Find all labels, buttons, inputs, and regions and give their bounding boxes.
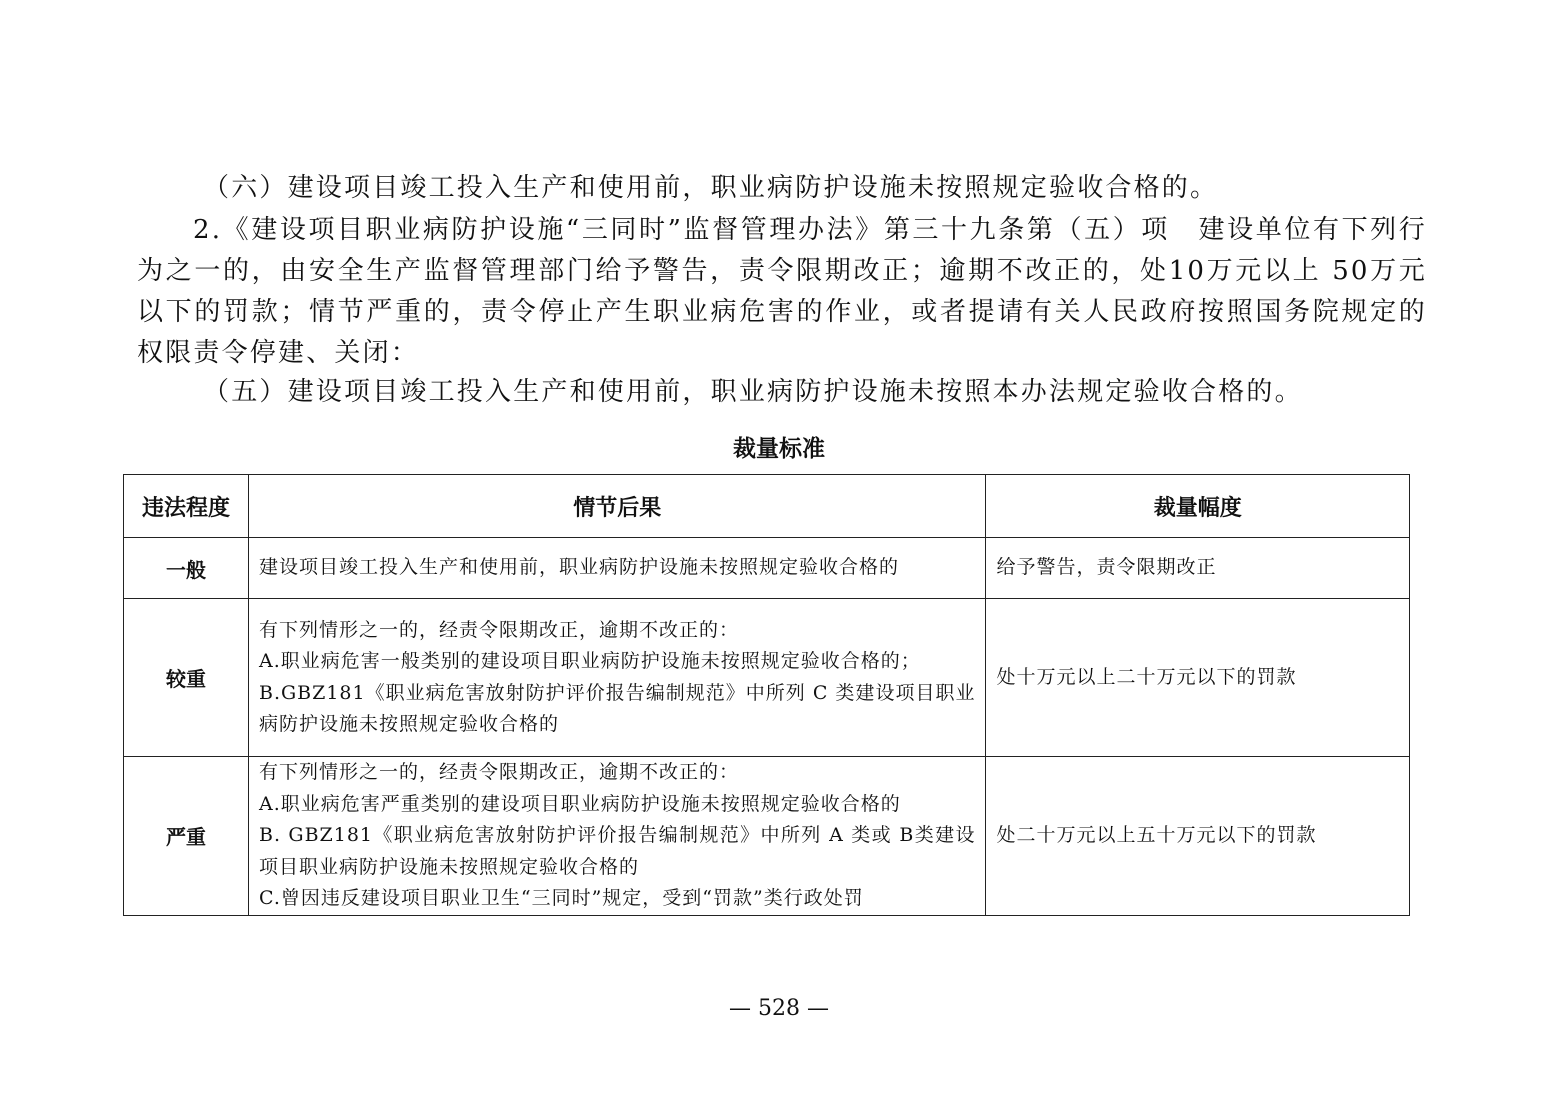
header-violation-degree: 违法程度 <box>124 475 249 538</box>
table-header-row <box>124 475 1410 538</box>
table-row <box>124 599 1410 757</box>
range-cell: 处二十万元以上五十万元以下的罚款 <box>986 757 1410 916</box>
table-row <box>124 757 1410 916</box>
level-cell: 一般 <box>124 538 249 599</box>
discretion-standard-table <box>123 474 1410 916</box>
consequence-cell <box>248 538 986 599</box>
level-cell: 严重 <box>124 757 249 916</box>
consequence-line: 有下列情形之一的，经责令限期改正，逾期不改正的： <box>258 618 739 641</box>
range-cell: 处十万元以上二十万元以下的罚款 <box>986 599 1410 757</box>
consequence-line: 建设项目竣工投入生产和使用前，职业病防护设施未按照规定验收合格的 <box>258 556 899 579</box>
page-number: — 528 — <box>729 996 829 1021</box>
consequence-line: C.曾因违反建设项目职业卫生“三同时”规定，受到“罚款”类行政处罚 <box>258 887 864 909</box>
consequence-line: A.职业病危害一般类别的建设项目职业病防护设施未按照规定验收合格的； <box>258 650 921 672</box>
header-circumstances: 情节后果 <box>248 475 986 538</box>
range-cell: 给予警告，责令限期改正 <box>986 538 1410 599</box>
consequence-line: A.职业病危害严重类别的建设项目职业病防护设施未按照规定验收合格的 <box>258 792 901 815</box>
table-row <box>124 538 1410 599</box>
consequence-cell <box>248 599 986 757</box>
consequence-cell <box>248 757 986 916</box>
paragraph-item-6: （六）建设项目竣工投入生产和使用前，职业病防护设施未按照规定验收合格的。 <box>203 173 1219 203</box>
paragraph-item-5: （五）建设项目竣工投入生产和使用前，职业病防护设施未按照本办法规定验收合格的。 <box>203 377 1303 407</box>
table-caption: 裁量标准 <box>733 436 825 462</box>
consequence-line: 有下列情形之一的，经责令限期改正，逾期不改正的： <box>258 761 739 783</box>
consequence-line: B.GBZ181《职业病危害放射防护评价报告编制规范》中所列 C 类建设项目职业病防护设施未按照规定验收合格的 <box>258 681 976 735</box>
header-penalty-range: 裁量幅度 <box>986 475 1410 538</box>
level-cell: 较重 <box>124 599 249 757</box>
paragraph-article-39: 2.《建设项目职业病防护设施“三同时”监督管理办法》第三十九条第（五）项 建设单位有下列行为之一的，由安全生产监督管理部门给予警告，责令限期改正；逾期不改正的，处10万元以上 50万元以下的罚款；情节严重的，责令停止产生职业病危害的作业，或者提请有关人民政府按照国务院规定的权限责令停建、关闭： <box>137 215 1427 368</box>
consequence-line: B. GBZ181《职业病危害放射防护评价报告编制规范》中所列 A 类或 B类建设项目职业病防护设施未按照规定验收合格的 <box>258 824 976 878</box>
